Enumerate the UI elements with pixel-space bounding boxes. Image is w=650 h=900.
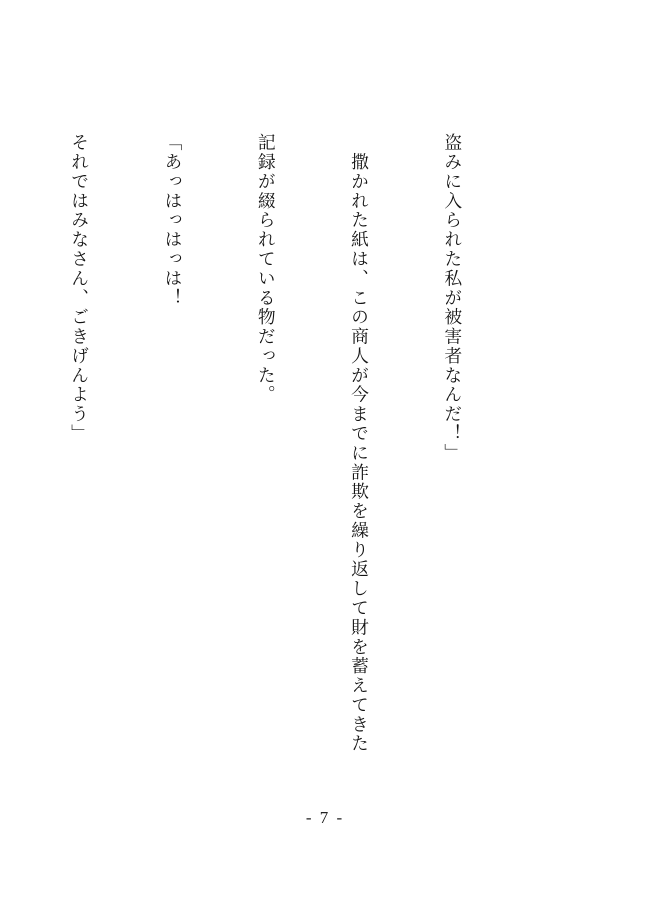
text-line: それではみなさん、ごきげんよう」 (68, 133, 90, 444)
vertical-text-body (0, 133, 530, 773)
text-line: 記録が綴られている物だった。 (255, 133, 277, 405)
text-line: 盗みに入られた私が被害者なんだ！」 (441, 133, 463, 463)
text-line (0, 133, 1, 773)
page-number: - 7 - (305, 808, 345, 827)
text-line: 撒かれた紙は、この商人が今までに詐欺を繰り返して財を蓄えてきた (348, 133, 370, 754)
text-line: 「あっはっはっは！ (161, 133, 183, 308)
